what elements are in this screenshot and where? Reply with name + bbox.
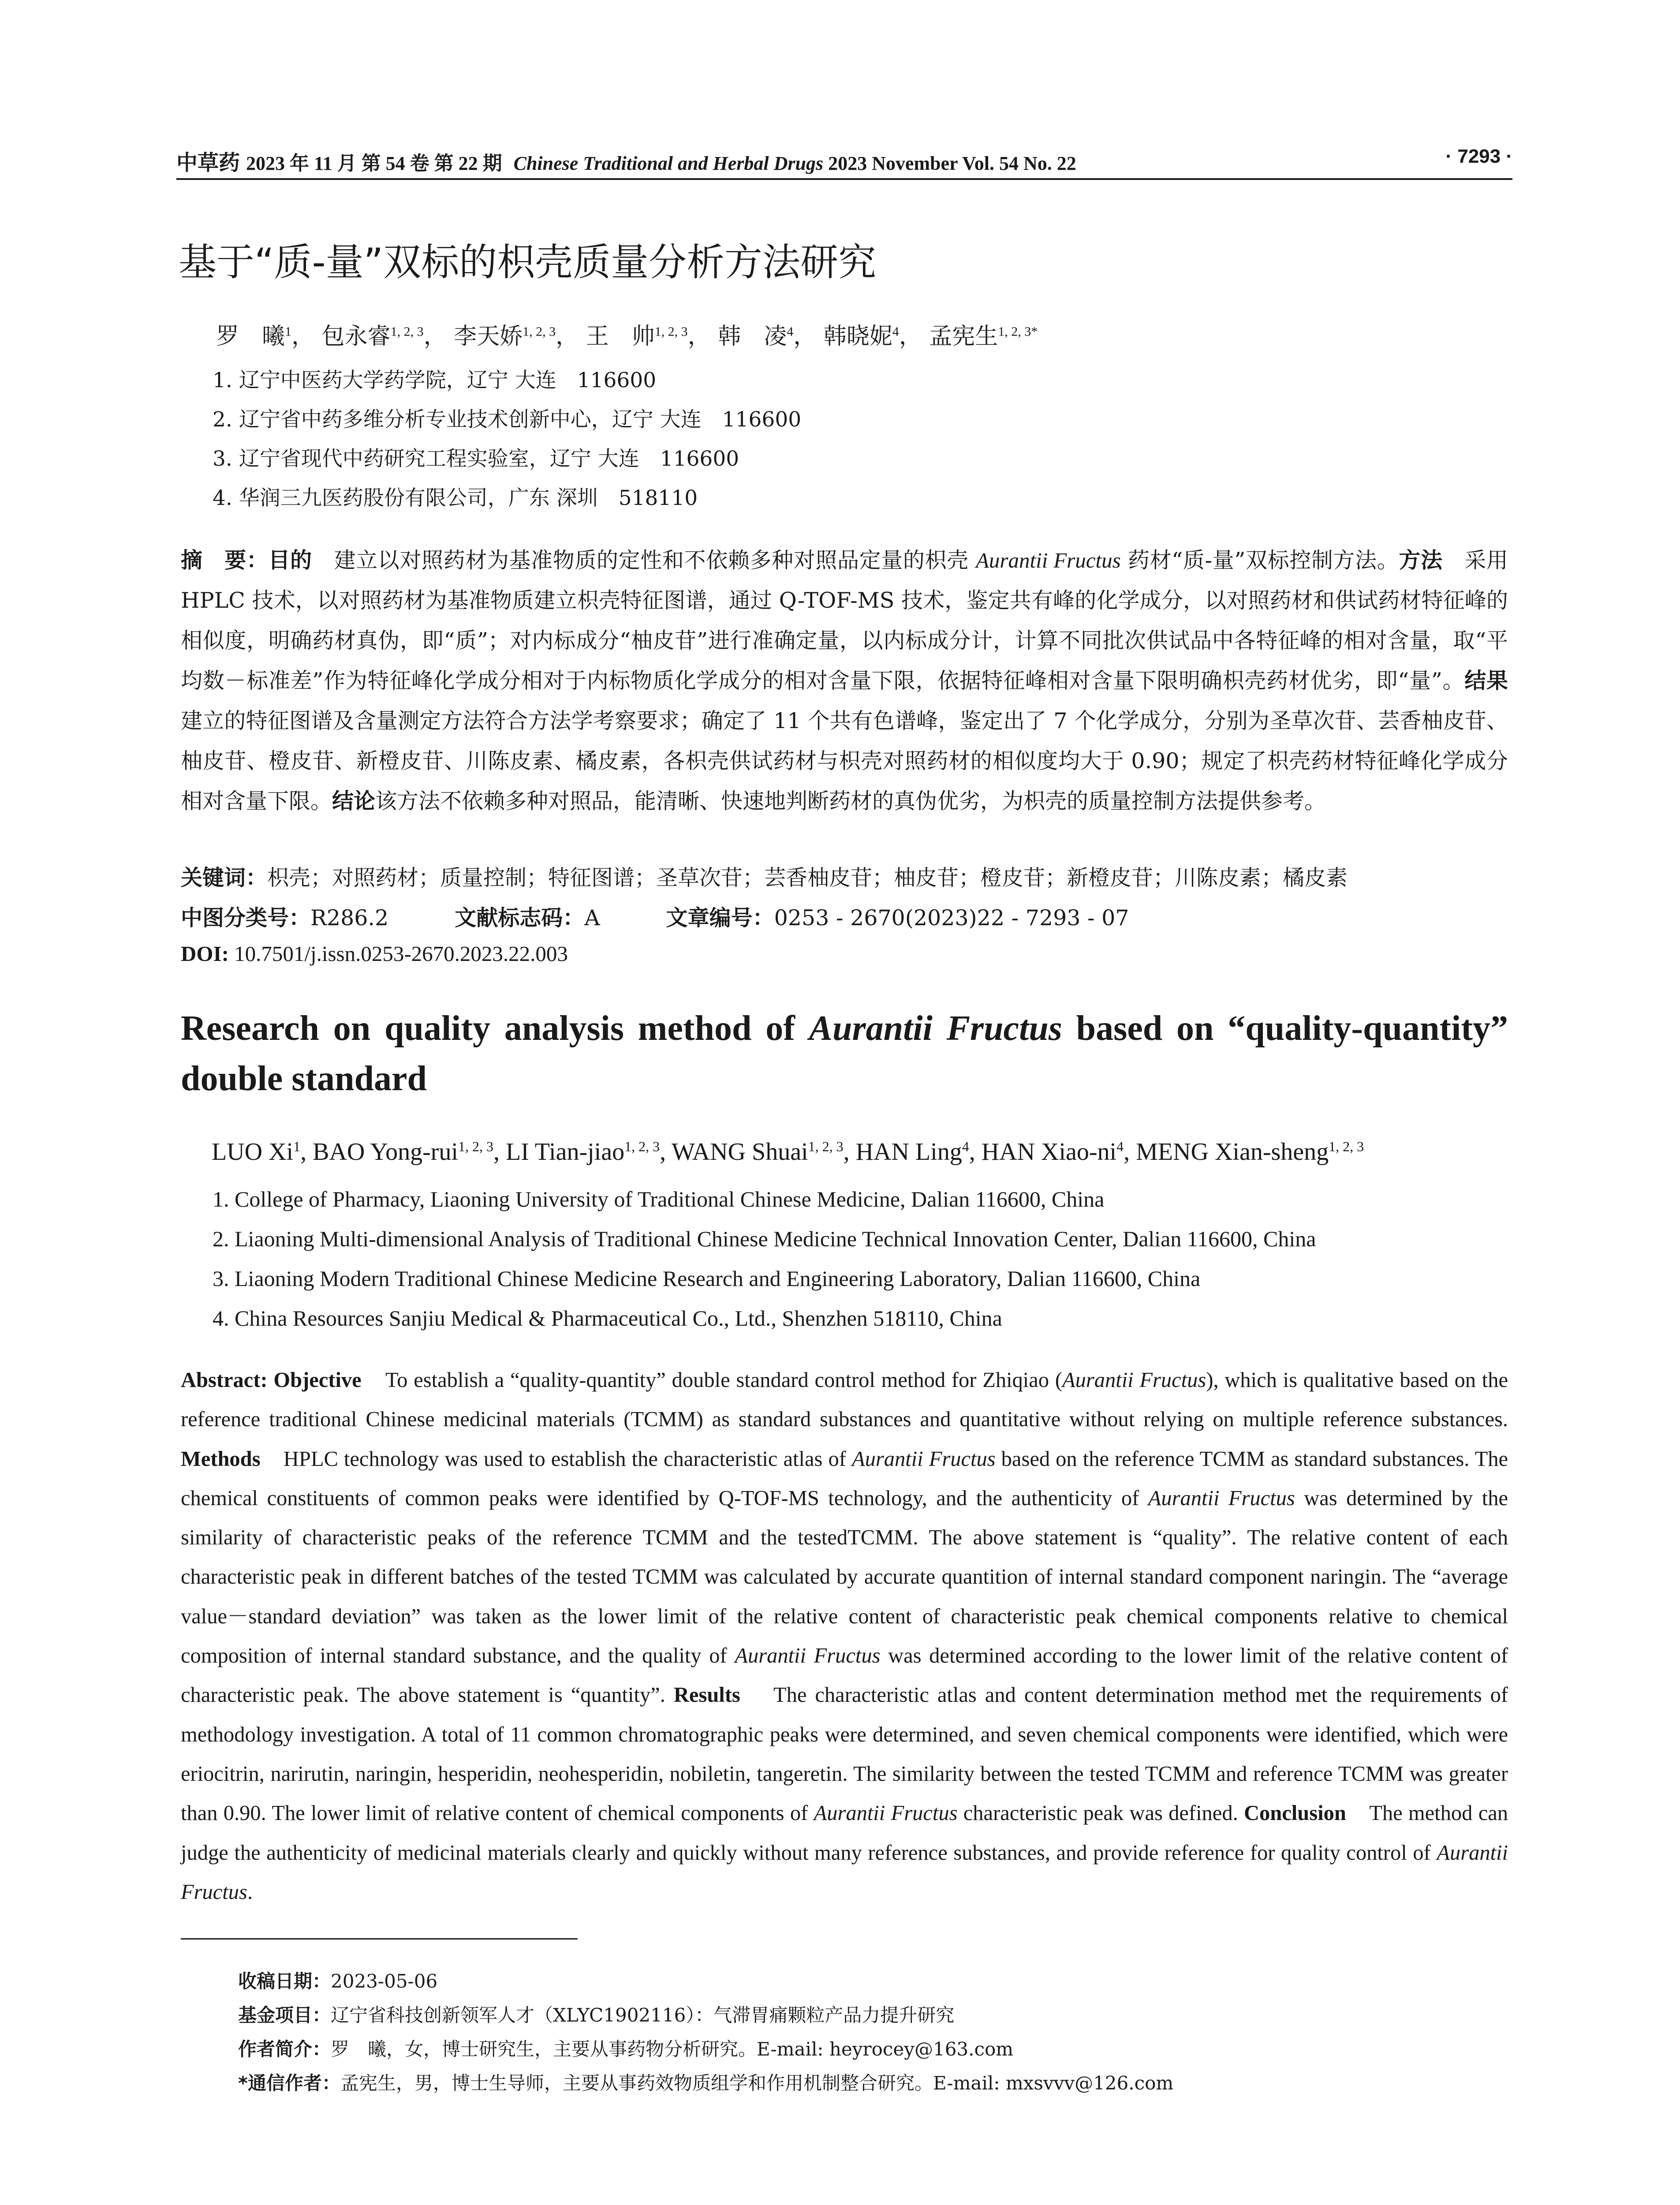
cn-author: 李天娇 <box>454 323 523 350</box>
journal-name-en: Chinese Traditional and Herbal Drugs <box>513 153 824 174</box>
en-abstract-text: The method can judge the authenticity of medicinal materials clearly and quickly without many reference substances, and provide reference for quality control of <box>181 1801 1508 1865</box>
cn-methods-text: 采用 HPLC 技术，以对照药材为基准物质建立枳壳特征图谱，通过 Q-TOF-MS 技术，鉴定共有峰的化学成分，以对照药材和供试药材特征峰的相似度，明确药材真伪，即“质”；对内标成分“柚皮苷”进行准确定量，以内标成分计，计算不同批次供试品中各特征峰的相对含量，取“平均数－标准差”作为特征峰化学成分相对于内标物质化学成分的相对含量下限，依据特征峰相对含量下限明确枳壳药材优劣，即“量”。 <box>181 548 1508 693</box>
issue-en: 2023 November Vol. 54 No. 22 <box>828 153 1076 174</box>
footnote-text: 辽宁省科技创新领军人才（XLYC1902116）：气滞胃痛颗粒产品力提升研究 <box>331 2004 955 2026</box>
cn-objective-label: 目的 <box>268 548 312 573</box>
journal-name-cn: 中草药 <box>176 150 240 175</box>
en-objective-label: Abstract: Objective <box>181 1368 362 1392</box>
cn-author: 王 帅 <box>586 323 655 350</box>
en-abstract-text: was determined according to the lower limit of the relative content of characteristic peak. The above statement is “quantity”. <box>181 1644 1508 1707</box>
footnote-label: 作者简介： <box>238 2038 331 2060</box>
en-author: HAN Xiao-ni <box>981 1138 1117 1166</box>
page-number: · 7293 · <box>1445 146 1512 167</box>
footnote-label: 收稿日期： <box>238 1970 331 1992</box>
footnote-corresponding <box>238 2069 1173 2095</box>
en-affiliation: 2. Liaoning Multi-dimensional Analysis of Traditional Chinese Medicine Technical Innovation Center, Dalian 116600, China <box>213 1226 1316 1251</box>
en-latin-name: Aurantii Fructus <box>814 1801 958 1825</box>
cn-author-sup: 1, 2, 3 <box>654 324 688 339</box>
cn-author: 韩 凌 <box>718 323 787 350</box>
footnote-rule <box>181 1938 578 1940</box>
keywords-label: 关键词： <box>181 865 268 890</box>
cn-author: 孟宪生 <box>929 323 998 350</box>
article-no-label: 文章编号： <box>666 905 774 931</box>
footnote-text: 孟宪生，男，博士生导师，主要从事药效物质组学和作用机制整合研究。E-mail: mxsvvv@126.com <box>340 2072 1174 2094</box>
cn-latin-name: Aurantii Fructus <box>976 548 1121 572</box>
keywords-text: 枳壳；对照药材；质量控制；特征图谱；圣草次苷；芸香柚皮苷；柚皮苷；橙皮苷；新橙皮苷；川陈皮素；橘皮素 <box>267 865 1348 890</box>
doi-value[interactable]: 10.7501/j.issn.0253-2670.2023.22.003 <box>234 942 568 966</box>
cn-author-sup: 1, 2, 3 <box>523 324 556 339</box>
en-abstract-text: ), which is qualitative based on the reference traditional Chinese medicinal materials (TCMM) as standard substances and quantitative without relying on multiple reference substances. <box>181 1368 1508 1431</box>
footnote-text: 罗 曦，女，博士研究生，主要从事药物分析研究。E-mail: heyrocey@163.com <box>331 2038 1014 2060</box>
en-author-sup: 1, 2, 3 <box>624 1138 660 1155</box>
en-title <box>181 1003 1508 1104</box>
en-latin-name: Aurantii Fructus <box>735 1644 881 1668</box>
en-abstract-text: . <box>247 1880 253 1904</box>
cn-methods-label: 方法 <box>1399 548 1443 573</box>
cn-conclusion-text: 该方法不依赖多种对照品，能清晰、快速地判断药材的真伪优劣，为枳壳的质量控制方法提供参考。 <box>375 789 1326 814</box>
cn-author: 罗 曦 <box>216 323 285 350</box>
en-author: HAN Ling <box>855 1138 962 1166</box>
cn-author-sup: 4 <box>787 324 794 339</box>
cn-affiliation: 2. 辽宁省中药多维分析专业技术创新中心，辽宁 大连 116600 <box>213 407 802 432</box>
cn-results-text: 建立的特征图谱及含量测定方法符合方法学考察要求；确定了 11 个共有色谱峰，鉴定出了 7 个化学成分，分别为圣草次苷、芸香柚皮苷、柚皮苷、橙皮苷、新橙皮苷、川陈皮素、橘皮素，各枳壳供试药材与枳壳对照药材的相似度均大于 0.90；规定了枳壳药材特征峰化学成分相对含量下限。 <box>181 708 1508 814</box>
en-results-label: Results <box>673 1683 740 1707</box>
en-author-sup: 4 <box>1116 1138 1124 1155</box>
en-methods-label: Methods <box>181 1447 261 1471</box>
en-author-sup: 1, 2, 3 <box>458 1138 493 1155</box>
en-abstract-text: characteristic peak was defined. <box>957 1801 1244 1825</box>
doi-label: DOI: <box>181 942 229 966</box>
cn-author: 韩晓妮 <box>823 323 892 350</box>
en-abstract <box>181 1360 1508 1912</box>
cn-title: 基于“质-量”双标的枳壳质量分析方法研究 <box>179 240 877 284</box>
running-header <box>176 146 1512 176</box>
en-affiliation: 1. College of Pharmacy, Liaoning University of Traditional Chinese Medicine, Dalian 116600, China <box>213 1187 1105 1211</box>
en-affiliation: 3. Liaoning Modern Traditional Chinese Medicine Research and Engineering Laboratory, Dalian 116600, China <box>213 1266 1201 1291</box>
en-abstract-text: based on the reference TCMM as standard substances. The chemical constituents of common peaks were identified by Q-TOF-MS technology, and the authenticity of <box>181 1447 1508 1510</box>
en-latin-name: Aurantii Fructus <box>1062 1368 1206 1392</box>
en-authors: LUO Xi$^1$, BAO Yong-rui$^{1, 2, 3}$, LI Tian-jiao$^{1, 2, 3}$, WANG Shuai$^{1, 2, 3}$, HAN Ling$^4$, HAN Xiao-$ni^4$, MENG Xian-sheng$^{1, 2, 3}$ <box>212 1138 1364 1166</box>
en-abstract-text: The characteristic atlas and content determination method met the requirements of methodology investigation. A total of 11 common chromatographic peaks were determined, and seven chemical components were identified, which were eriocitrin, narirutin, naringin, hesperidin, neohesperidin, nobiletin, tangeretin. The similarity between the tested TCMM and reference TCMM was greater than 0.90. The lower limit of relative content of chemical components of <box>181 1683 1508 1825</box>
cn-affiliation: 1. 辽宁中医药大学药学院，辽宁 大连 116600 <box>213 368 657 392</box>
en-latin-name: Aurantii Fructus <box>851 1447 996 1471</box>
cn-author: 包永睿 <box>321 323 391 350</box>
cn-conclusion-label: 结论 <box>332 789 376 814</box>
cn-results-label: 结果 <box>1464 668 1508 693</box>
en-abstract-text: To establish a “quality-quantity” double standard control method for Zhiqiao ( <box>385 1368 1062 1392</box>
en-title-part: based on “quality-quantity” double standard <box>181 1009 1508 1098</box>
en-author-sup: 1, 2, 3 <box>1329 1138 1364 1155</box>
en-affiliation: 4. China Resources Sanjiu Medical & Pharmaceutical Co., Ltd., Shenzhen 518110, China <box>213 1306 1002 1330</box>
footnote-received <box>238 1967 437 1993</box>
cn-author-sup: 1, 2, 3* <box>998 324 1038 339</box>
en-author-sup: 1, 2, 3 <box>808 1138 844 1155</box>
en-latin-name: Aurantii Fructus <box>181 1841 1508 1904</box>
en-author: BAO Yong-rui <box>313 1138 458 1166</box>
footnote-text: 2023-05-06 <box>331 1970 438 1992</box>
footnote-author-bio <box>238 2035 1013 2061</box>
cn-doi <box>181 941 568 966</box>
issue-cn: 2023 年 11 月 第 54 卷 第 22 期 <box>246 153 502 174</box>
clc-label: 中图分类号： <box>181 905 311 931</box>
en-latin-name: Aurantii Fructus <box>1148 1486 1295 1510</box>
en-abstract-text: HPLC technology was used to establish the characteristic atlas of <box>283 1447 852 1471</box>
clc-value: R286.2 <box>310 905 389 931</box>
en-title-part: Research on quality analysis method of <box>181 1009 809 1048</box>
cn-authors: 罗 曦$^1$， 包永睿$^{1, 2, 3}$， 李天娇$^{1, 2, 3}$， 王 帅$^{1, 2, 3}$， 韩 凌$^4$， 韩晓妮$^4$， 孟宪生$^{1, 2, 3*}$ <box>216 323 1038 350</box>
cn-abstract <box>181 540 1508 821</box>
footnote-funding <box>238 2001 954 2027</box>
cn-classification <box>181 901 1129 932</box>
cn-objective-text-2: 药材“质-量”双标控制方法。 <box>1120 548 1399 573</box>
cn-keywords <box>181 861 1348 892</box>
en-conclusion-label: Conclusion <box>1244 1801 1346 1825</box>
cn-affiliation: 3. 辽宁省现代中药研究工程实验室，辽宁 大连 116600 <box>213 447 739 471</box>
en-abstract-text: was determined by the similarity of characteristic peaks of the reference TCMM and the testedTCMM. The above statement is “quality”. The relative content of each characteristic peak in different batches of the tested TCMM was calculated by accurate quantition of internal standard component naringin. The “average value－standard deviation” was taken as the lower limit of the relative content of characteristic peak chemical components relative to chemical composition of internal standard substance, and the quality of <box>181 1486 1508 1668</box>
cn-objective-text: 建立以对照药材为基准物质的定性和不依赖多种对照品定量的枳壳 <box>334 548 976 573</box>
cn-author-sup: 4 <box>892 324 899 339</box>
en-author: LUO Xi <box>212 1138 294 1166</box>
cn-affiliation: 4. 华润三九医药股份有限公司，广东 深圳 518110 <box>213 486 698 510</box>
cn-author-sup: 1, 2, 3 <box>390 324 424 339</box>
en-author: WANG Shuai <box>672 1138 808 1166</box>
doc-code-label: 文献标志码： <box>455 905 585 931</box>
footnote-label: *通信作者： <box>238 2072 340 2094</box>
cn-abstract-label: 摘 要： <box>181 548 269 573</box>
en-title-latin: Aurantii Fructus <box>809 1009 1062 1048</box>
en-author-sup: 1 <box>293 1138 301 1155</box>
header-rule <box>176 178 1512 180</box>
en-author-sup: 4 <box>962 1138 969 1155</box>
en-author: MENG Xian-sheng <box>1136 1138 1329 1166</box>
en-author: LI Tian-jiao <box>505 1138 625 1166</box>
doc-code-value: A <box>584 905 600 931</box>
cn-author-sup: 1 <box>285 324 292 339</box>
footnote-label: 基金项目： <box>238 2004 331 2026</box>
article-no-value: 0253 - 2670(2023)22 - 7293 - 07 <box>774 905 1129 931</box>
